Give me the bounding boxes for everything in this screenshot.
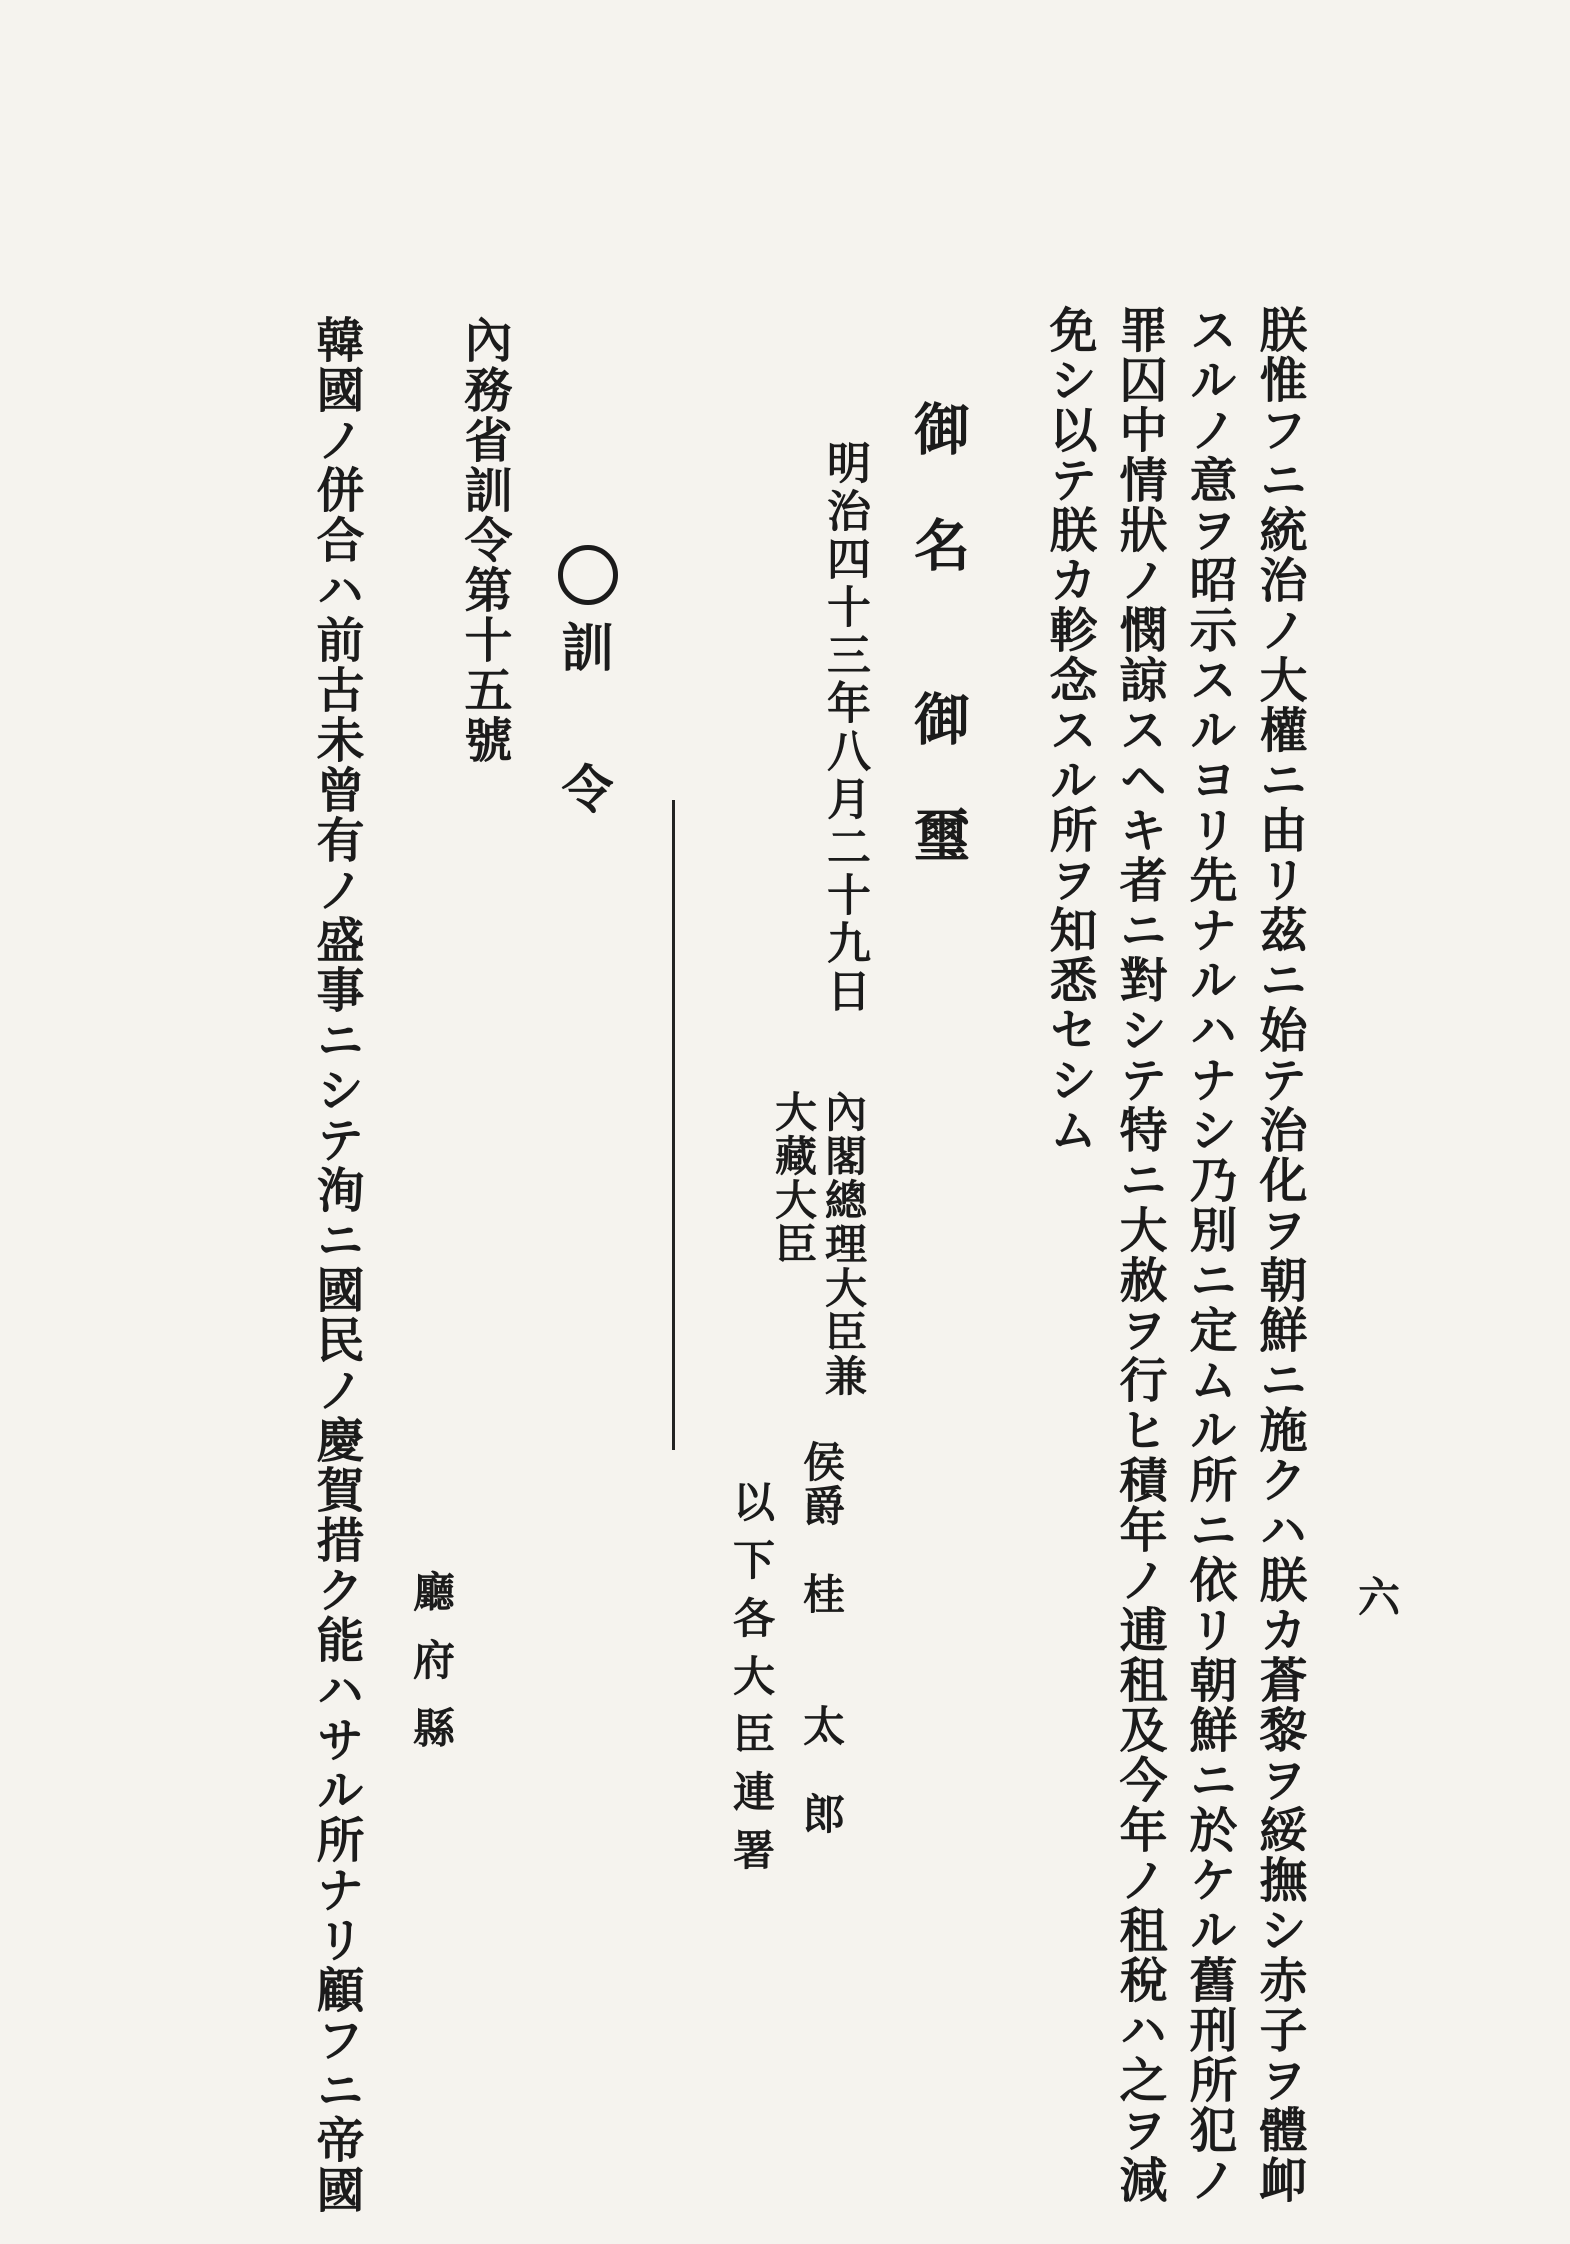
- pm-name: 侯爵 桂 太 郎: [797, 1440, 846, 1836]
- section-divider: [672, 800, 675, 1450]
- page-number: 六: [1352, 1575, 1401, 1617]
- circle-marker: [558, 545, 618, 605]
- rescript-line-2: スルノ意ヲ昭示スルヨリ先ナルハナシ乃別ニ定ムル所ニ依リ朝鮮ニ於ケル舊刑所犯ノ: [1181, 305, 1237, 2205]
- rescript-line-4: 免シ以テ朕カ軫念スル所ヲ知悉セシム: [1041, 305, 1097, 1155]
- addressee: 廳府縣: [407, 1570, 456, 1774]
- rescript-date: 明治四十三年八月二十九日: [819, 440, 870, 1016]
- pm-title-line-2: 大藏大臣: [769, 1090, 818, 1266]
- rescript-line-1: 朕惟フニ統治ノ大權ニ由リ茲ニ始テ治化ヲ朝鮮ニ施クハ朕カ蒼黎ヲ綏撫シ赤子ヲ體卹: [1251, 305, 1307, 2205]
- other-ministers: 以下各大臣連署: [727, 1480, 776, 1886]
- imperial-name: 御名: [905, 400, 971, 632]
- instruction-number: 內務省訓令第十五號: [456, 315, 512, 765]
- instruction-heading: 訓令: [552, 620, 613, 904]
- rescript-line-3: 罪囚中情狀ノ憫諒スヘキ者ニ對シテ特ニ大赦ヲ行ヒ積年ノ逋租及今年ノ租稅ハ之ヲ減: [1111, 305, 1167, 2205]
- imperial-seal: 御璽: [905, 690, 971, 922]
- instruction-body-line-1: 韓國ノ併合ハ前古未曾有ノ盛事ニシテ洵ニ國民ノ慶賀措ク能ハサル所ナリ顧フニ帝國: [308, 315, 364, 2215]
- pm-title-line-1: 內閣總理大臣兼: [819, 1090, 868, 1398]
